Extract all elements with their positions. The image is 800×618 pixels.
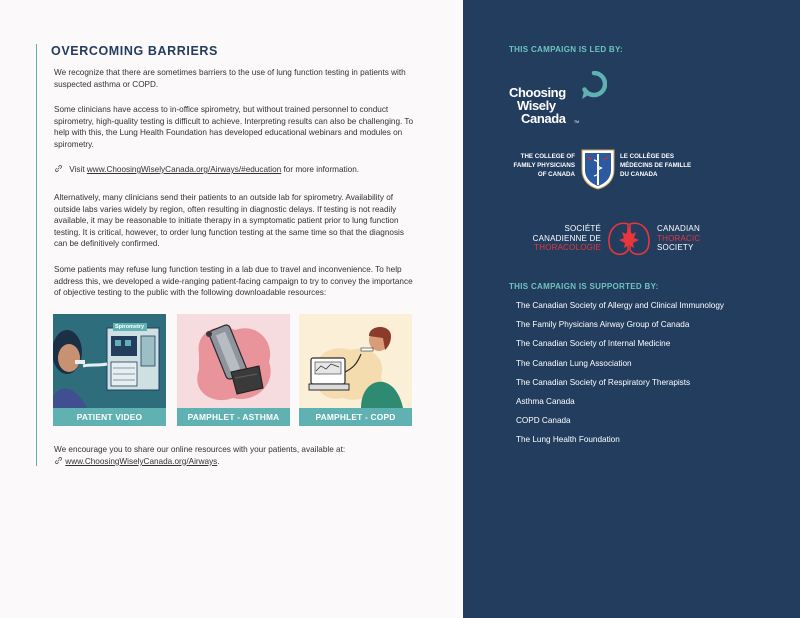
cwc-line-3: Canada: [521, 111, 566, 126]
cfpc-english: [509, 152, 575, 179]
choosing-wisely-ring-icon: [581, 71, 607, 101]
cfpc-shield-icon: [580, 148, 616, 190]
cfpc-french: [620, 152, 710, 179]
list-item: COPD Canada: [516, 416, 571, 426]
cts-fr-line: THORACOLOGIE: [534, 243, 601, 252]
paragraph-1: We recognize that there are sometimes barriers to the use of lung function testing in patients with suspected asthma or COPD.: [54, 68, 406, 89]
list-item: The Canadian Society of Allergy and Clinical Immunology: [516, 301, 724, 310]
list-item: The Family Physicians Airway Group of Canada: [516, 320, 690, 330]
visit-line: [54, 164, 359, 175]
cfpc-fr-line: DU CANADA: [620, 171, 658, 178]
patient-video-card[interactable]: [53, 314, 166, 426]
cts-fr-line: CANADIENNE DE: [532, 233, 601, 243]
closing-paragraph: [54, 444, 345, 468]
list-item: The Canadian Society of Respiratory Therapists: [516, 377, 691, 387]
inhaler-illustration: [177, 314, 290, 408]
section-heading: OVERCOMING BARRIERS: [51, 44, 218, 58]
led-by-heading: THIS CAMPAIGN IS LED BY:: [509, 45, 624, 54]
cwc-line-1: Choosing: [509, 85, 566, 100]
paragraph-4: Some patients may refuse lung function testing in a lab due to travel and inconvenience. To help address this, we developed a wide-ranging patient-facing campaign to try to convey the importance of objective testing to the public with the following downloadable resources:: [54, 265, 413, 298]
cts-en-line: CANADIAN: [657, 224, 700, 233]
spirometry-screen-label: Spirometry: [115, 324, 145, 330]
paragraph-2: Some clinicians have access to in-office spirometry, but without trained personnel to conduct spirometry, high-quality testing is difficult to achieve. Interpreting results can also be challenging. To help with this, the Lung Health Foundation has developed educational webinars and modules on spirometry.: [54, 105, 414, 149]
supporters-list: [516, 300, 724, 454]
list-item: The Canadian Society of Internal Medicine: [516, 339, 671, 349]
link-icon: [54, 456, 63, 465]
visit-prefix: Visit: [69, 165, 85, 174]
cfpc-en-line: THE COLLEGE OF: [520, 153, 575, 160]
cts-en-line: SOCIETY: [657, 243, 694, 252]
education-link[interactable]: www.ChoosingWiselyCanada.org/Airways/#education: [86, 165, 282, 174]
cts-lungs-leaf-icon: [606, 220, 652, 258]
list-item: Asthma Canada: [516, 396, 575, 406]
cts-fr-line: SOCIÉTÉ: [564, 224, 601, 233]
cts-french: [509, 224, 601, 253]
pamphlet-asthma-card[interactable]: [177, 314, 290, 426]
closing-text: We encourage you to share our online resources with your patients, available at:: [54, 445, 346, 454]
link-icon: [54, 164, 63, 173]
cwc-line-2: Wisely: [517, 98, 556, 113]
cfpc-en-line: FAMILY PHYSICIANS: [513, 162, 575, 169]
paragraph-3: Alternatively, many clinicians send their patients to an outside lab for spirometry. Availability of outside labs varies widely by region, often resulting in diagnostic delays. If testing is not readily available, it may be reasonable to initiate therapy in a symptomatic patient prior to lung function testing. It is critical, however, to order lung function testing at the same time so that the diagnosis can be definitively confirmed.: [54, 193, 404, 249]
cfpc-en-line: OF CANADA: [537, 171, 575, 178]
cwc-trademark: TM: [574, 120, 580, 124]
cts-english: [657, 224, 700, 253]
visit-suffix: for more information.: [283, 165, 360, 174]
patient-spirometry-illustration: [53, 314, 166, 408]
airways-link[interactable]: www.ChoosingWiselyCanada.org/Airways: [65, 456, 218, 466]
closing-period: .: [217, 456, 220, 466]
list-item: The Canadian Lung Association: [516, 358, 632, 368]
cfpc-fr-line: LE COLLÈGE DES: [620, 153, 674, 160]
list-item: The Lung Health Foundation: [516, 435, 620, 445]
supported-by-heading: THIS CAMPAIGN IS SUPPORTED BY:: [509, 282, 659, 291]
cfpc-fr-line: MÉDECINS DE FAMILLE: [620, 162, 692, 169]
section-rule: [36, 44, 37, 466]
pamphlet-asthma-label[interactable]: PAMPHLET - ASTHMA: [177, 408, 290, 426]
pamphlet-copd-label[interactable]: PAMPHLET - COPD: [299, 408, 412, 426]
patient-video-label[interactable]: PATIENT VIDEO: [53, 408, 166, 426]
choosing-wisely-logo: [509, 86, 566, 125]
cts-en-line: THORACIC: [657, 233, 701, 243]
pamphlet-copd-card[interactable]: [299, 314, 412, 426]
copd-testing-illustration: [299, 314, 412, 408]
